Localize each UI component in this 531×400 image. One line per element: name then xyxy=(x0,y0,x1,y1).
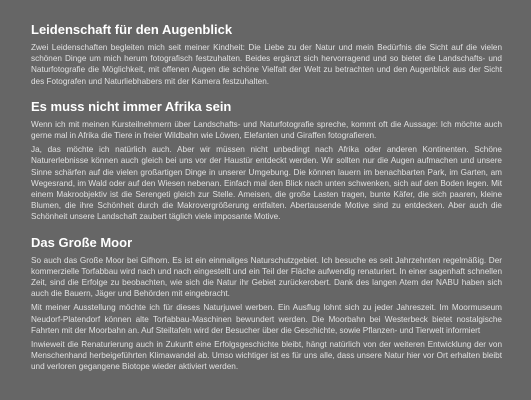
paragraph: Ja, das möchte ich natürlich auch. Aber wir müssen nicht unbedingt nach Afrika oder anderen Kontinenten. Schöne Naturerlebnisse können auch gleich bei uns vor der Haustür entdeckt werden. Wir sollten nur die Augen aufmachen und unsere Sinne schärfen auf die vielen großartigen Dinge in unserer Umgebung. Die können lauern im benachbarten Park, im Garten, am Wegesrand, im Wald oder auf den Wiesen nebenan. Einfach mal den Blick nach unten schwenken, sich auf den Boden legen. Mit einem Makroobjektiv ist die Serengeti gleich zur Stelle. Ameisen, die große Lasten tragen, bunte Käfer, die sich paaren, kleine Blumen, die ihre Schönheit durch die Makrovergrößerung entfalten. Abertausende Motive sind zu entdecken. Aber auch die Schönheit unsere Landschaft zaubert täglich viele imposante Motive. xyxy=(31,145,502,222)
section-leidenschaft xyxy=(31,22,502,87)
paragraph: Mit meiner Ausstellung möchte ich für dieses Naturjuwel werben. Ein Ausflug lohnt sich zu jeder Jahreszeit. Im Moormuseum Neudorf-Platendorf können alte Torfabbau-Maschinen bewundert werden. Die Moorbahn bei Westerbeck bietet nostalgische Fahrten mit der Moorbahn an. Auf Steiltafeln wird der Besucher über die Geschichte, sowie Pflanzen- und Tierwelt informiert xyxy=(31,303,502,335)
section-title: Es muss nicht immer Afrika sein xyxy=(31,98,232,114)
paragraph: Zwei Leidenschaften begleiten mich seit meiner Kindheit: Die Liebe zu der Natur und mein Bedürfnis die Sicht auf die vielen schönen Dinge um mich herum fotografisch festzuhalten. Beides ergänzt sich hervorragend und so bietet die Landschafts- und Naturfotografie die Möglichkeit, mit offenen Augen die schöne Vielfalt der Welt zu betrachten und den Augenblick aus der Sicht des Fotografen und Naturliebhabers mit der Kamera festzuhalten. xyxy=(31,43,502,86)
section-grosse-moor xyxy=(31,235,502,373)
paragraph: Wenn ich mit meinen Kursteilnehmern über Landschafts- und Naturfotografie spreche, kommt oft die Aussage: Ich möchte auch gerne mal in Afrika die Tiere in freier Wildbahn wie Löwen, Elefanten und Giraffen fotografieren. xyxy=(31,119,502,141)
paragraph: So auch das Große Moor bei Gifhorn. Es ist ein einmaliges Naturschutzgebiet. Ich besuche es seit Jahrzehnten regelmäßig. Der kommerzielle Torfabbau wird nach und nach eingestellt und ein Teil der Fläche aufwendig renaturiert. In einer sagenhaft schnellen Zeit, sind die Erfolge zu beobachten, wie sich die Natur ihr Gebiet zurückerobert. Dank des langen Atem der NABU haben sich auch die Bauern, Jäger und Behörden mit eingebracht. xyxy=(31,255,502,299)
paragraph: Inwieweit die Renaturierung auch in Zukunft eine Erfolgsgeschichte bleibt, hängt natürlich von der weiteren Entwicklung der von Menschenhand herbeigeführten Klimawandel ab. Umso wichtiger ist es für uns alle, dass unsere Natur hier vor Ort erhalten bleibt und verloren gegangene Biotope wieder aktiviert werden. xyxy=(31,340,502,372)
section-title: Leidenschaft für den Augenblick xyxy=(31,22,233,37)
section-afrika xyxy=(31,99,502,223)
section-title: Das Große Moor xyxy=(31,234,133,250)
